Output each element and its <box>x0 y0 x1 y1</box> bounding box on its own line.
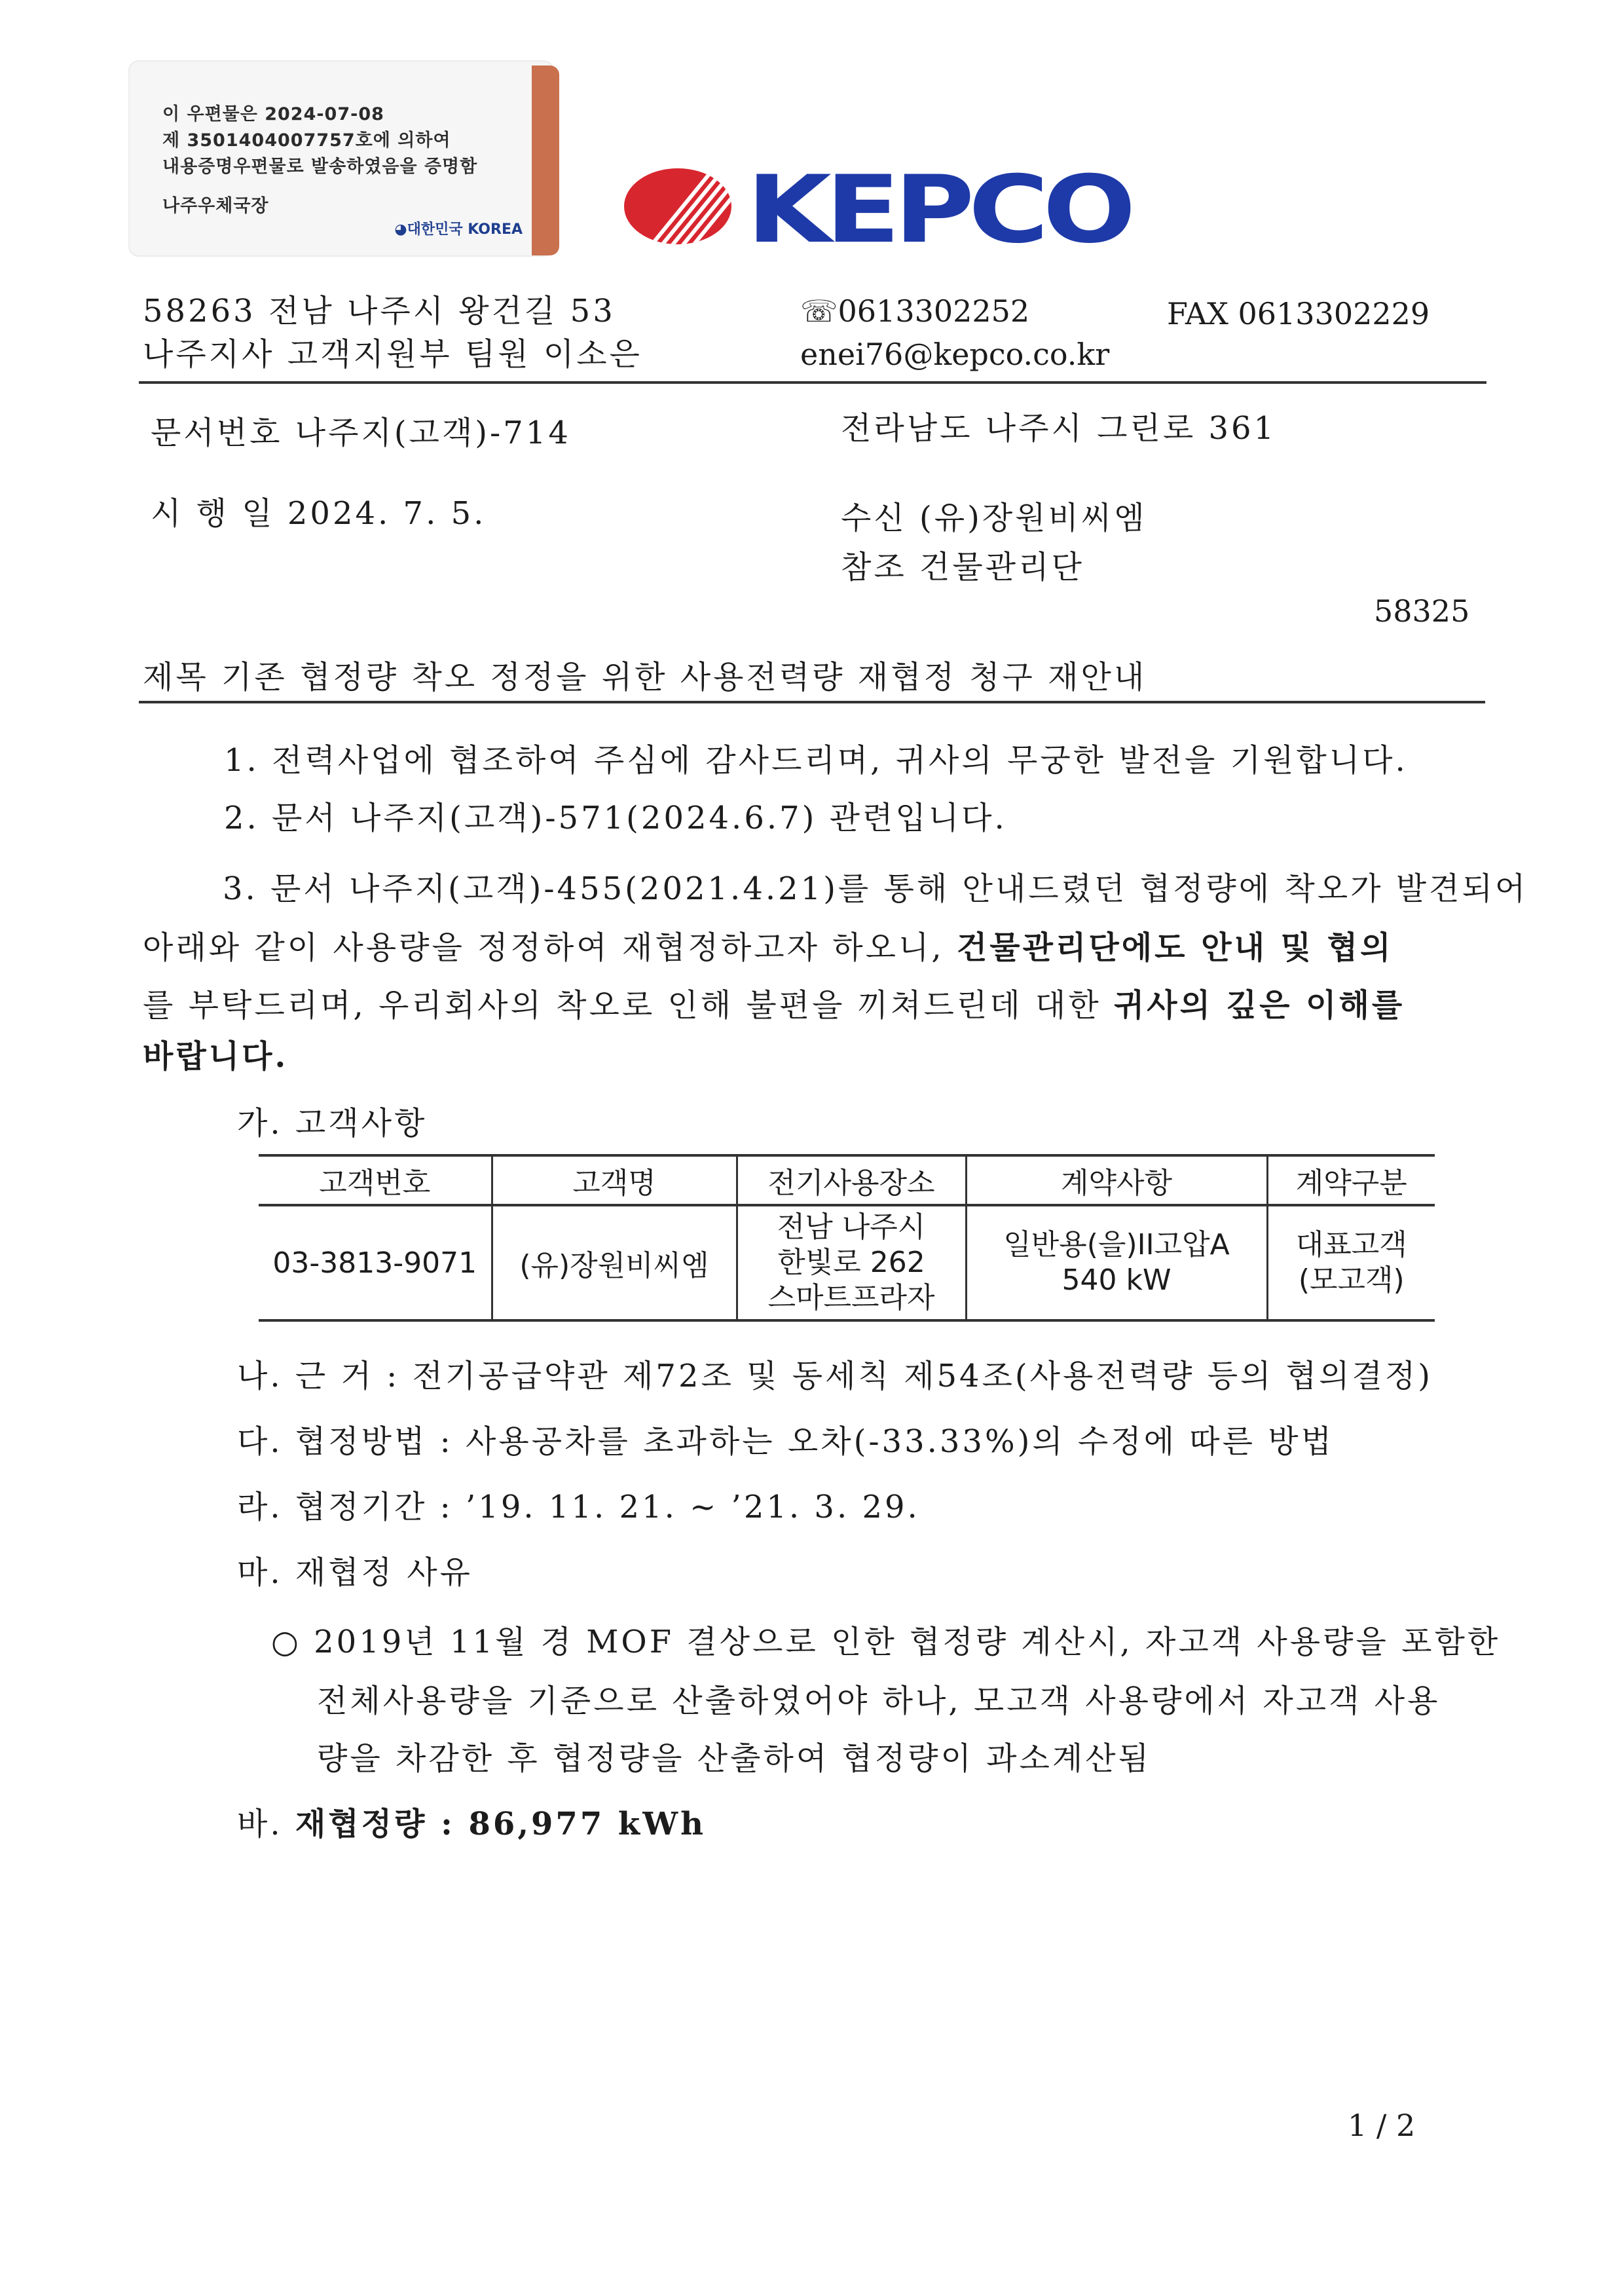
subject-divider <box>139 701 1485 703</box>
header-place: 전기사용장소 <box>737 1155 966 1205</box>
stamp-strip <box>532 65 559 255</box>
reason-line-2: 전체사용량을 기준으로 산출하였어야 하나, 모고객 사용량에서 자고객 사용 <box>317 1683 1441 1719</box>
header-divider <box>139 381 1486 384</box>
item-basis: 나. 근 거 : 전기공급약관 제72조 및 동세칙 제54조(사용전력량 등의 협의결정) <box>237 1358 1433 1394</box>
paragraph-1: 1. 전력사업에 협조하여 주심에 감사드리며, 귀사의 무궁한 발전을 기원합니다. <box>224 742 1408 779</box>
header-contract: 계약사항 <box>966 1155 1267 1205</box>
type-line-1: 대표고객 <box>1295 1228 1407 1261</box>
stamp-line-1: 이 우편물은 2024-07-08 <box>162 104 384 124</box>
reason-line-1: ○ 2019년 11월 경 MOF 결상으로 인한 협정량 계산시, 자고객 사용량을 포함한 <box>271 1624 1501 1660</box>
cell-place <box>737 1205 966 1320</box>
place-line-1: 전남 나주시 <box>777 1210 926 1244</box>
recipient: 수신 (유)장원비씨엠 <box>841 500 1147 536</box>
item-reagreed-amount <box>237 1799 706 1844</box>
paragraph-3-line-2 <box>143 922 1393 967</box>
stamp-line-2: 제 3501404007757호에 의하여 <box>162 130 451 151</box>
customer-table <box>259 1154 1435 1322</box>
sender-phone: ☏0613302252 <box>800 293 1030 329</box>
item-reagreed-label: 바. <box>237 1806 283 1842</box>
reagreed-amount-value: 재협정량 : 86,977 kWh <box>295 1806 706 1842</box>
cell-contract <box>966 1205 1267 1320</box>
contract-line-2: 540 kW <box>1061 1263 1172 1297</box>
paragraph-3-line-4: 바랍니다. <box>143 1038 289 1075</box>
sender-department: 나주지사 고객지원부 팀원 이소은 <box>143 336 642 373</box>
item-method: 다. 협정방법 : 사용공차를 초과하는 오차(-33.33%)의 수정에 따른 방법 <box>237 1423 1335 1460</box>
kepco-wordmark: KEPCO <box>747 156 1130 264</box>
stamp-korea-mark: ◕대한민국 KOREA <box>394 221 523 238</box>
paragraph-3-line-2-text: 아래와 같이 사용량을 정정하여 재협정하고자 하오니, <box>143 929 944 966</box>
header-contract-type: 계약구분 <box>1295 1166 1407 1200</box>
paragraph-3-line-3-emphasis: 귀사의 깊은 이해를 <box>1113 987 1405 1024</box>
sender-email: enei76@kepco.co.kr <box>800 337 1110 372</box>
reason-line-3: 량을 차감한 후 협정량을 산출하여 협정량이 과소계산됨 <box>317 1740 1152 1777</box>
sender-fax: FAX 0613302229 <box>1167 296 1430 331</box>
doc-number: 문서번호 나주지(고객)-714 <box>151 415 571 451</box>
paragraph-3-line-2-emphasis: 건물관리단에도 안내 및 협의 <box>956 929 1393 966</box>
subject: 제목 기존 협정량 착오 정정을 위한 사용전력량 재협정 청구 재안내 <box>143 659 1147 696</box>
item-reason-heading: 마. 재협정 사유 <box>237 1554 473 1591</box>
paragraph-3-line-3-text: 를 부탁드리며, 우리회사의 착오로 인해 불편을 끼쳐드린데 대한 <box>143 987 1101 1024</box>
paragraph-2: 2. 문서 나주지(고객)-571(2024.6.7) 관련입니다. <box>224 800 1007 836</box>
stamp-line-4: 나주우체국장 <box>162 196 269 216</box>
contract-line-1: 일반용(을)II고압A <box>1003 1228 1230 1261</box>
stamp-line-3: 내용증명우편물로 발송하였음을 증명함 <box>162 157 478 177</box>
header-customer-no: 고객번호 <box>259 1155 492 1205</box>
place-line-3: 스마트프라자 <box>767 1281 935 1315</box>
sender-address: 58263 전남 나주시 왕건길 53 <box>143 293 616 329</box>
kepco-logo-icon <box>622 167 733 246</box>
table-row <box>259 1205 1435 1320</box>
section-customer-info: 가. 고객사항 <box>237 1105 428 1142</box>
postal-code: 58325 <box>1374 593 1470 629</box>
paragraph-3-line-3 <box>143 980 1405 1025</box>
issue-date: 시 행 일 2024. 7. 5. <box>151 495 487 532</box>
page-number: 1 / 2 <box>1348 2108 1416 2143</box>
type-line-2: (모고객) <box>1298 1263 1405 1297</box>
paragraph-3-line-1: 3. 문서 나주지(고객)-455(2021.4.21)를 통해 안내드렸던 협정량에 착오가 발견되어 <box>223 870 1528 907</box>
cell-customer-name: (유)장원비씨엠 <box>492 1205 737 1320</box>
postal-stamp <box>128 60 554 257</box>
place-line-2: 한빛로 262 <box>777 1246 925 1279</box>
header-customer-name: 고객명 <box>492 1155 737 1205</box>
table-header-row <box>259 1155 1435 1205</box>
item-period: 라. 협정기간 : ’19. 11. 21. ~ ’21. 3. 29. <box>237 1489 920 1525</box>
reference: 참조 건물관리단 <box>841 549 1084 586</box>
cell-customer-no: 03-3813-9071 <box>259 1205 492 1320</box>
recipient-address: 전라남도 나주시 그린로 361 <box>841 410 1277 447</box>
cell-contract-type <box>1267 1205 1435 1320</box>
